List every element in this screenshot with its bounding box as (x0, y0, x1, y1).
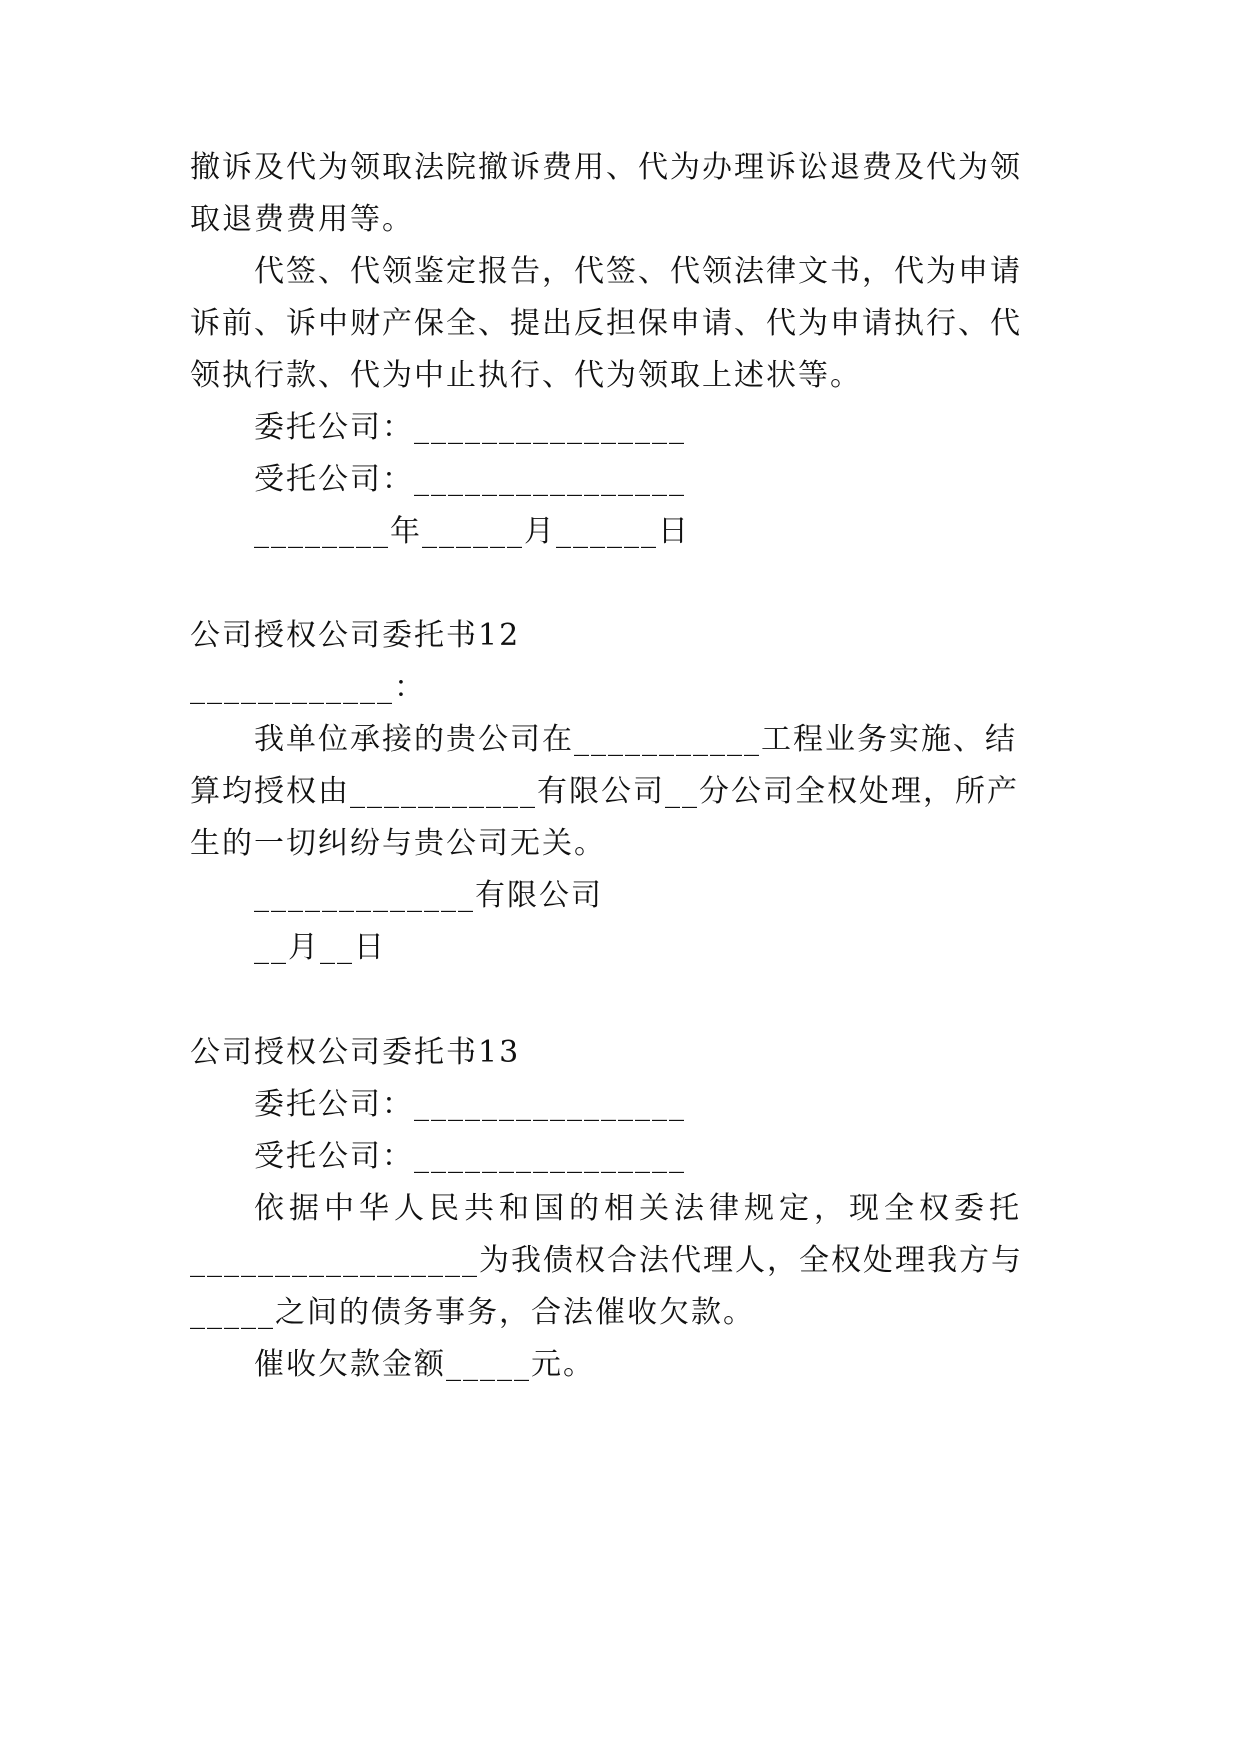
paragraph-line: _____之间的债务事务，合法催收欠款。 (190, 1295, 755, 1330)
date-line: ________年______月______日 (254, 514, 690, 549)
section-title: 公司授权公司委托书12 (190, 618, 521, 653)
paragraph-line: 生的一切纠纷与贵公司无关。 (190, 826, 606, 861)
section-title: 公司授权公司委托书13 (190, 1035, 521, 1070)
company-signature-line: _____________有限公司 (254, 878, 603, 913)
paragraph-line: _________________为我债权合法代理人，全权处理我方与 (190, 1243, 1023, 1278)
paragraph-line: 我单位承接的贵公司在___________工程业务实施、结 (254, 722, 1017, 757)
paragraph-line: 依据中华人民共和国的相关法律规定，现全权委托 (254, 1191, 1024, 1226)
addressee-line: ____________： (190, 670, 426, 705)
paragraph-line: 代签、代领鉴定报告，代签、代领法律文书，代为申请 (254, 254, 1022, 289)
paragraph-line: 领执行款、代为中止执行、代为领取上述状等。 (190, 358, 862, 393)
principal-company-line: 委托公司：________________ (254, 410, 686, 445)
principal-company-line: 委托公司：________________ (254, 1087, 686, 1122)
paragraph-line: 算均授权由___________有限公司__分公司全权处理，所产 (190, 774, 1019, 809)
agent-company-line: 受托公司：________________ (254, 1139, 686, 1174)
amount-line: 催收欠款金额_____元。 (254, 1347, 595, 1382)
agent-company-line: 受托公司：________________ (254, 462, 686, 497)
paragraph-line: 撤诉及代为领取法院撤诉费用、代为办理诉讼退费及代为领 (190, 150, 1022, 185)
date-line: __月__日 (254, 930, 386, 965)
paragraph-line: 诉前、诉中财产保全、提出反担保申请、代为申请执行、代 (190, 306, 1022, 341)
paragraph-line: 取退费费用等。 (190, 202, 414, 237)
